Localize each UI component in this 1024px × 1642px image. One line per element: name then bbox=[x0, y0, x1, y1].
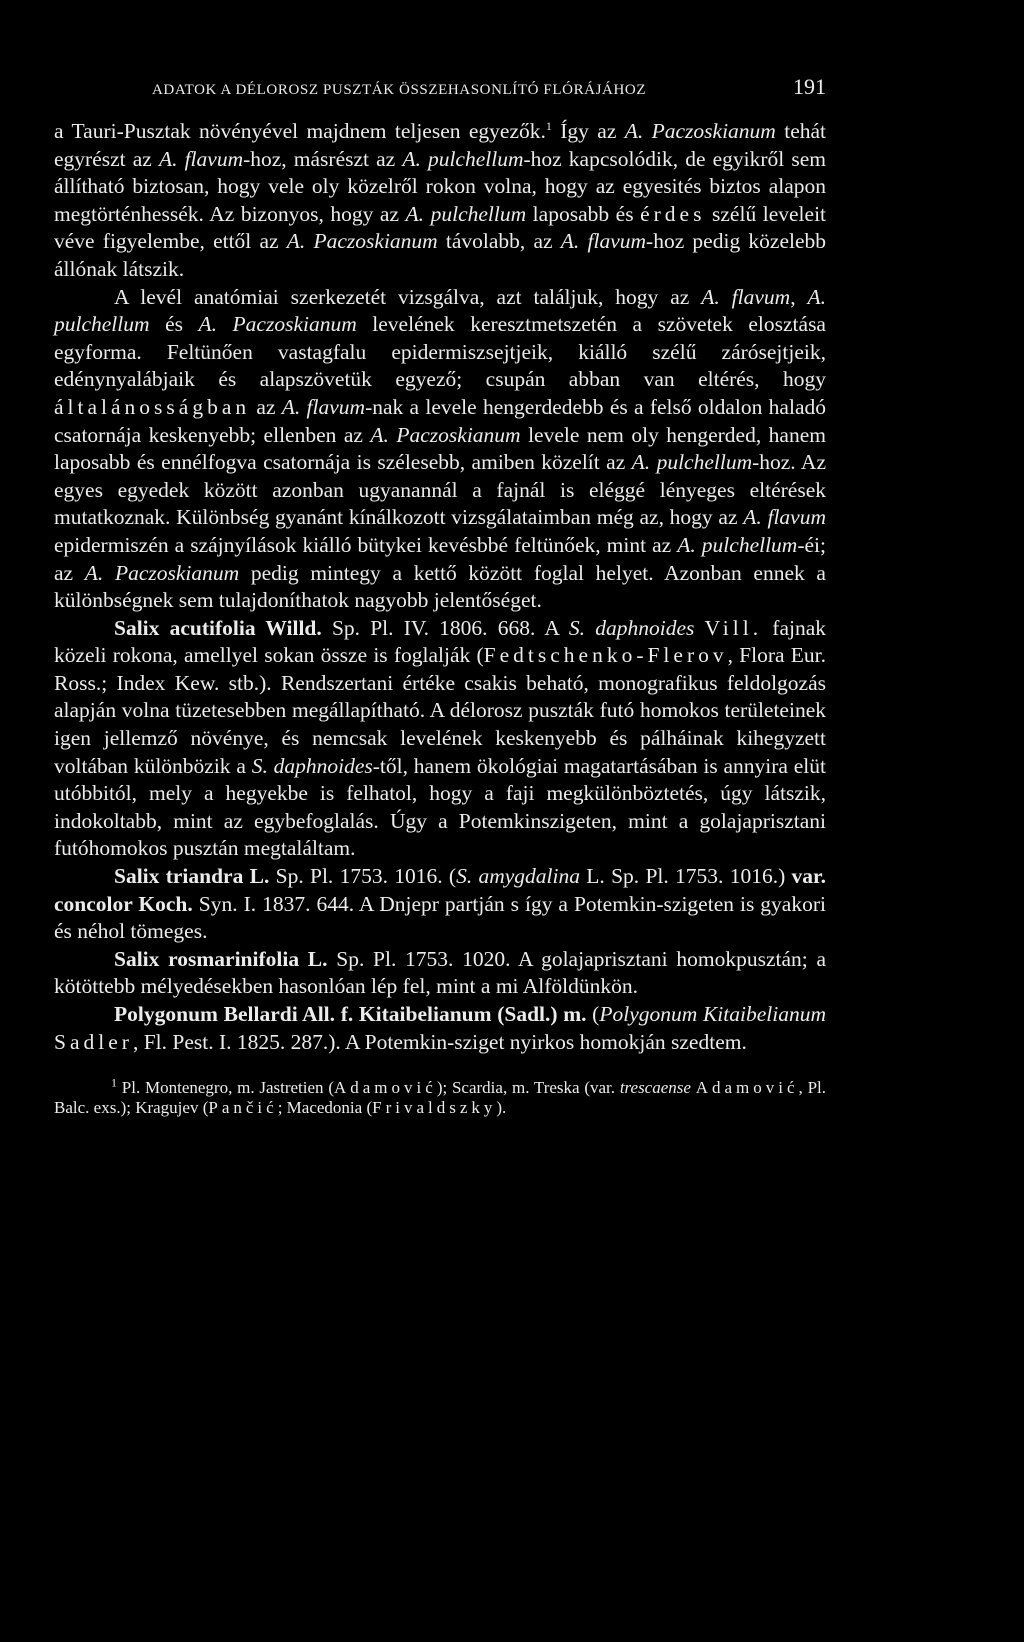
page bbox=[54, 74, 826, 1118]
body-text bbox=[54, 118, 826, 1056]
text: -től, hanem ökológiai magatartásában is annyira elüt utóbbitól, mely a hegyekbe is felhatol, hogy a faji megkülönböztetés, úgy látszik, indokoltabb, mint az egybefoglalás. Úgy a Potemkinszigeten, mint a golajaprisztani futóhomokos pusztán megtaláltam. bbox=[54, 753, 826, 861]
text: tehát egyrészt az bbox=[54, 119, 826, 171]
taxon-name: A. Paczoskianum bbox=[198, 312, 357, 337]
taxon-name: A. flavum bbox=[701, 284, 791, 309]
taxon-name: A. flavum bbox=[281, 394, 366, 419]
text: Sp. Pl. 1753. 1020. A golajaprisztani homokpusztán; a kötöttebb mélyedésekben hasonlóan lép fel, mint a mi Alföldünkön. bbox=[54, 946, 826, 999]
entry-salix-acutifolia bbox=[54, 615, 826, 863]
taxon-name: A. flavum bbox=[158, 146, 244, 171]
taxon-name: A. pulchellum bbox=[631, 450, 753, 475]
text: szélű leveleit véve figyelembe, ettől az bbox=[54, 201, 827, 254]
text: -hoz, másrészt az bbox=[243, 146, 403, 171]
running-title: ADATOK A DÉLOROSZ PUSZTÁK ÖSSZEHASONLÍTÓ FLÓRÁJÁHOZ bbox=[152, 82, 647, 98]
taxon-name: A. flavum bbox=[743, 505, 826, 530]
footnote-1 bbox=[54, 1075, 827, 1118]
taxon-name: A. pulchellum bbox=[677, 532, 798, 557]
text: Syn. I. 1837. 644. A Dnjepr partján s így a Potemkin-szigeten is gyakori és néhol tömeges. bbox=[54, 891, 826, 944]
spaced-text: Sadler bbox=[54, 1029, 133, 1054]
text: távolabb, az bbox=[437, 229, 561, 254]
taxon-name: A. flavum bbox=[560, 229, 647, 254]
spaced-text: Vill. bbox=[704, 615, 763, 640]
text: A levél anatómiai szerkezetét vizsgálva, azt találjuk, hogy az bbox=[114, 284, 702, 309]
species-heading: Salix rosmarinifolia L. bbox=[114, 946, 328, 971]
taxon-name: S. daphnoides bbox=[568, 615, 695, 640]
spaced-text: Frivaldszky bbox=[372, 1098, 497, 1118]
footnote-mark: 1 bbox=[111, 1075, 117, 1090]
text: Sp. Pl. 1753. 1016. ( bbox=[269, 864, 457, 889]
text: L. Sp. Pl. 1753. 1016.) bbox=[580, 864, 792, 889]
text: levele nem oly hengerded, hanem laposabb és ennélfogva csatornája is szélesebb, amiben közelít az bbox=[54, 422, 826, 475]
species-heading: Salix acutifolia Willd. bbox=[114, 615, 322, 640]
taxon-name: S. daphnoides bbox=[251, 753, 373, 778]
text: , bbox=[790, 284, 808, 309]
text: -hoz pedig közelebb állónak látszik. bbox=[54, 229, 827, 281]
taxon-name: A. pulchellum bbox=[405, 201, 527, 226]
variety-heading: var. concolor Koch. bbox=[54, 864, 826, 916]
text: epidermiszén a szájnyílások kiálló bütykei kevésbbé feltünőek, mint az bbox=[54, 532, 678, 557]
page-header bbox=[54, 74, 826, 118]
footnotes bbox=[54, 1075, 827, 1118]
spaced-text: általánosságban bbox=[54, 394, 251, 419]
paragraph-leaf-anatomy bbox=[54, 284, 826, 615]
species-heading: Salix triandra L. bbox=[114, 864, 270, 889]
species-heading: Polygonum Bellardi All. f. Kitaibelianum (Sadl.) m. bbox=[114, 1002, 587, 1026]
text: és bbox=[149, 312, 199, 337]
text: -hoz. Az egyes egyedek között azonban ugyanannál a fajnál is eléggé lényeges eltérések mutatkoznak. Különbség gyanánt kínálkozott vizsgálataimban még az, hogy az bbox=[54, 450, 826, 530]
text: pedig mintegy a kettő között foglal helyet. Azonban ennek a különbségnek sem tulajdoníthatok nagyobb jelentőséget. bbox=[54, 560, 826, 613]
entry-salix-triandra bbox=[54, 863, 826, 946]
taxon-name: A. pulchellum bbox=[402, 146, 524, 171]
text: ); Scardia, m. Treska (var. bbox=[436, 1078, 620, 1098]
spaced-text: Adamović bbox=[695, 1078, 799, 1098]
text: fajnak közeli rokona, amellyel sokan össze is foglalják ( bbox=[54, 615, 827, 668]
text: -nak a levele hengerdedebb és a felső oldalon haladó csatornája keskenyebb; ellenben az bbox=[54, 394, 826, 447]
text: -hoz kapcsolódik, de egyikről sem állítható biztosan, hogy vele oly közelről rokon volna, hogy az egyesités biztos alapon megtörténhessék. Az bizonyos, hogy az bbox=[54, 146, 826, 226]
text: az bbox=[250, 394, 282, 419]
text: levelének keresztmetszetén a szövetek elosztása egyforma. Feltünően vastagfalu epidermiszsejtjeik, kiálló szélű zárósejtjeik, edénynyalábjaik és alapszövetük egyező; csupán abban van eltérés, hogy bbox=[54, 312, 826, 392]
text: a Tauri-Pusztak növényével majdnem teljesen egyezők. bbox=[54, 119, 546, 143]
text: ( bbox=[586, 1002, 600, 1026]
taxon-name: A. Paczoskianum bbox=[370, 422, 521, 447]
spaced-text: érdes bbox=[640, 201, 706, 226]
page-number: 191 bbox=[793, 74, 826, 99]
taxon-name: S. amygdalina bbox=[456, 864, 580, 889]
text: , Fl. Pest. I. 1825. 287.). A Potemkin-sziget nyirkos homokján szedtem. bbox=[132, 1029, 747, 1054]
taxon-name: trescaense bbox=[619, 1078, 691, 1098]
text: -éi; az bbox=[54, 532, 826, 585]
entry-polygonum-bellardi bbox=[54, 1001, 826, 1056]
text: laposabb és bbox=[526, 201, 641, 226]
paragraph-allium-comparison bbox=[54, 118, 826, 284]
text: ; Macedonia ( bbox=[277, 1098, 373, 1118]
taxon-name: A. Paczoskianum bbox=[286, 229, 438, 254]
taxon-name: A. Paczoskianum bbox=[84, 560, 240, 585]
text: , Flora Eur. Ross.; Index Kew. stb.). Rendszertani értéke csakis beható, monografikus feldolgozás alapján volna tüzetesebben megállapítható. A délorosz puszták futó homokos területeinek igen jellemző növénye, és nemcsak levelének keskenyebb és pálháinak kihegyzett voltában különbözik a bbox=[54, 643, 826, 778]
text: ). bbox=[496, 1098, 507, 1118]
entry-salix-rosmarinifolia bbox=[54, 946, 826, 1001]
spaced-text: Adamović bbox=[333, 1078, 437, 1098]
taxon-name: A. pulchellum bbox=[54, 284, 826, 337]
taxon-name: Polygonum Kitaibelianum bbox=[599, 1002, 826, 1026]
spaced-text: Pančić bbox=[208, 1098, 278, 1118]
text: Így az bbox=[551, 119, 625, 143]
taxon-name: A. Paczoskianum bbox=[624, 119, 776, 143]
spaced-text: Fedtschenko-Flerov bbox=[483, 643, 728, 668]
text: Pl. Montenegro, m. Jastretien ( bbox=[117, 1078, 334, 1098]
footnote-ref: 1 bbox=[545, 118, 552, 133]
text: , Pl. Balc. exs.); Kragujev ( bbox=[54, 1078, 827, 1118]
text: Sp. Pl. IV. 1806. 668. A bbox=[321, 615, 569, 640]
